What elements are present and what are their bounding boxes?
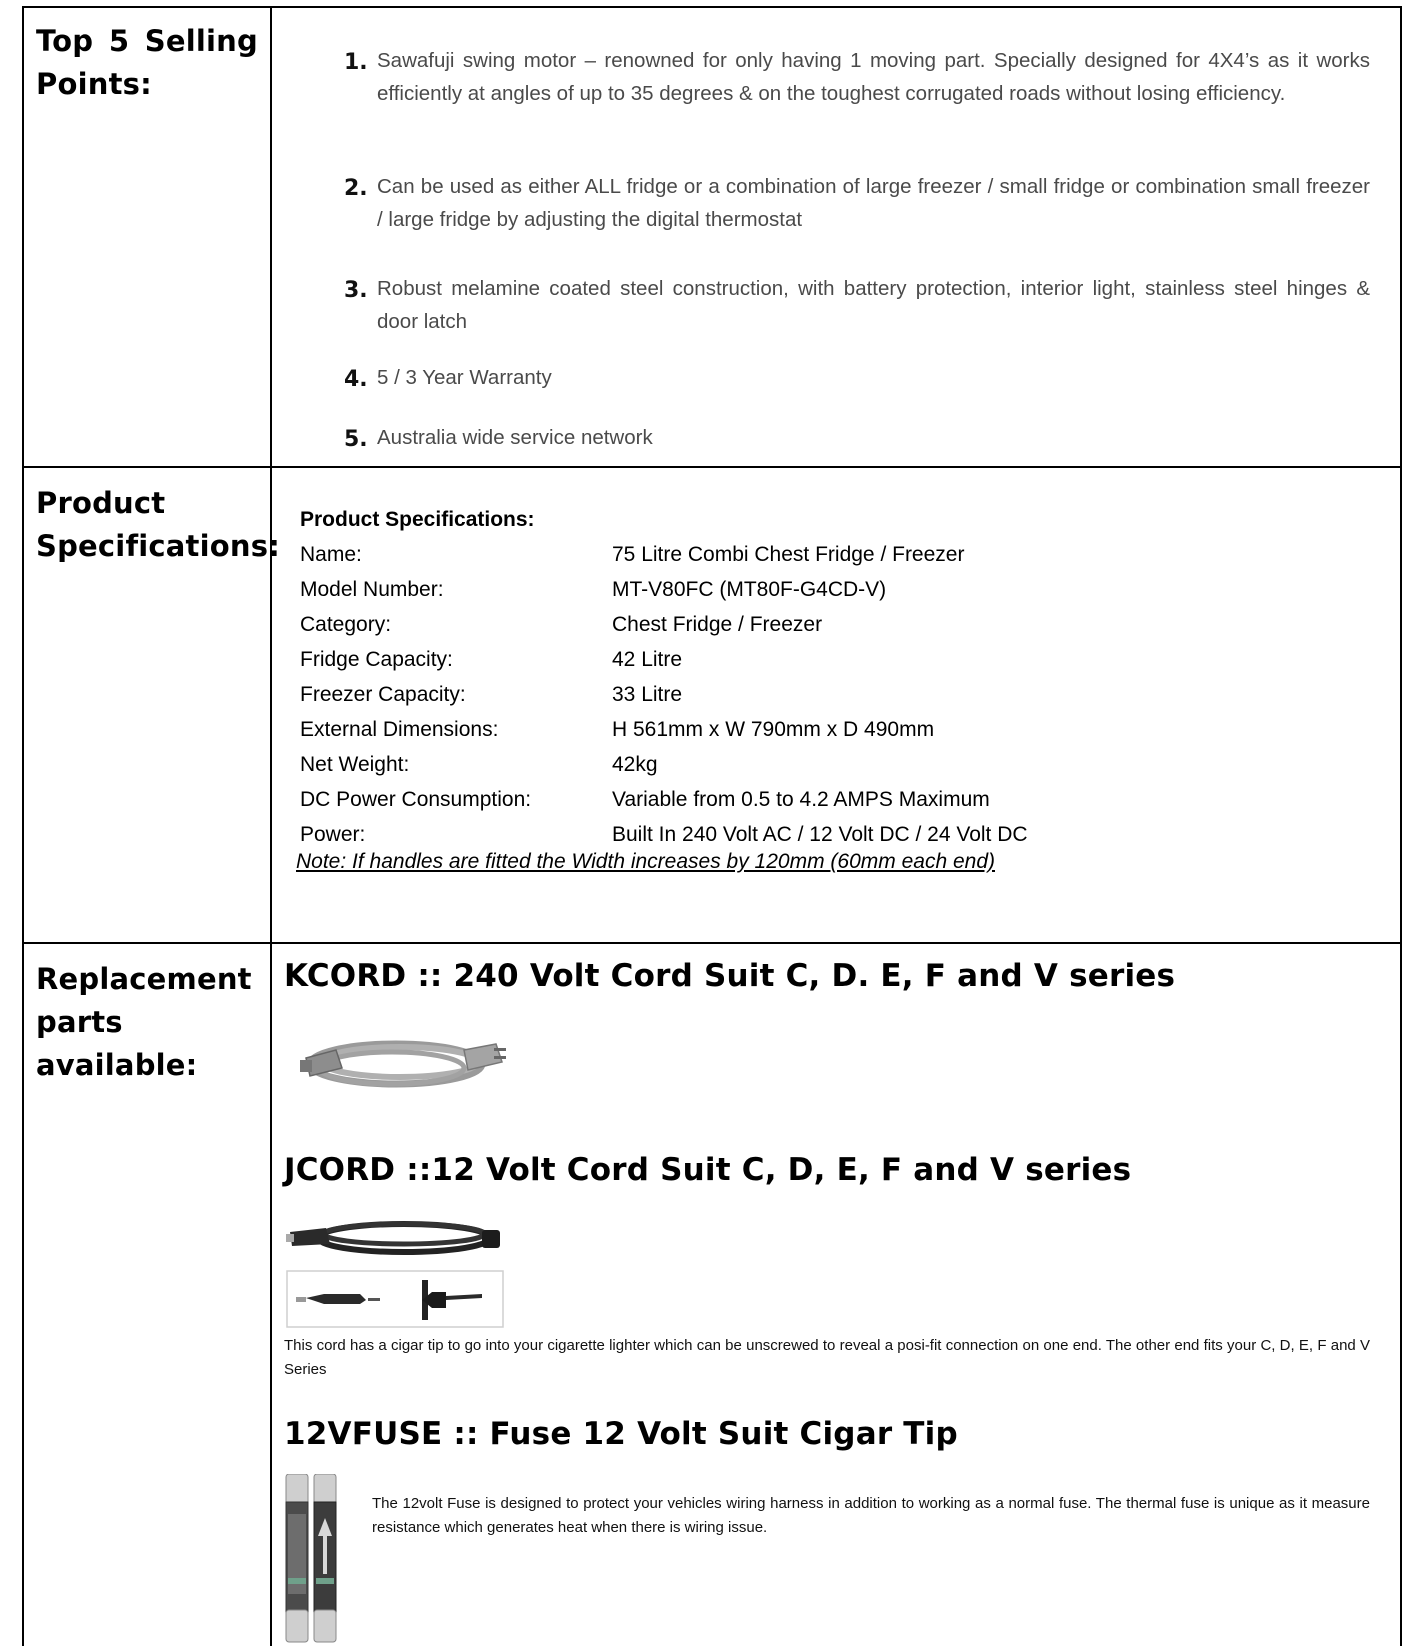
specifications-title: Product Specifications: xyxy=(300,508,535,531)
selling-points-heading-cell xyxy=(24,8,272,466)
jcord-title: JCORD ::12 Volt Cord Suit C, D, E, F and V series xyxy=(284,1152,1132,1188)
parts-row xyxy=(22,944,1402,1646)
specifications-content xyxy=(272,468,1400,942)
specifications-heading-cell xyxy=(24,468,280,942)
fuse-title: 12VFUSE :: Fuse 12 Volt Suit Cigar Tip xyxy=(284,1416,958,1452)
parts-heading-cell xyxy=(24,944,272,1646)
selling-points-list xyxy=(272,8,1400,466)
spec-value: H 561mm x W 790mm x D 490mm xyxy=(612,718,935,741)
spec-value: 42kg xyxy=(612,753,658,776)
spec-value: Chest Fridge / Freezer xyxy=(612,613,823,636)
fuse-image xyxy=(284,1474,340,1644)
jcord-image xyxy=(286,1210,504,1266)
spec-value: 33 Litre xyxy=(612,683,683,706)
selling-point-number: 1. xyxy=(344,50,368,75)
spec-value: MT-V80FC (MT80F-G4CD-V) xyxy=(612,578,887,601)
kcord-title: KCORD :: 240 Volt Cord Suit C, D. E, F and V series xyxy=(284,958,1176,994)
parts-heading: Replacement parts available: xyxy=(36,962,252,1082)
kcord-image xyxy=(296,1028,510,1100)
spec-label: Freezer Capacity: xyxy=(300,683,466,706)
spec-label: Power: xyxy=(300,823,366,846)
spec-label: Fridge Capacity: xyxy=(300,648,453,671)
spec-value: 42 Litre xyxy=(612,648,683,671)
specifications-row xyxy=(22,468,1402,944)
spec-sheet xyxy=(22,0,1404,1646)
spec-label: Model Number: xyxy=(300,578,444,601)
selling-point-number: 2. xyxy=(344,176,368,201)
spec-value: Variable from 0.5 to 4.2 AMPS Maximum xyxy=(612,788,990,811)
selling-points-heading: Top 5 Selling Points: xyxy=(36,24,258,101)
selling-point-text: Robust melamine coated steel construction, with battery protection, interior light, stainless steel hinges & door latch xyxy=(377,277,1370,333)
spec-label: DC Power Consumption: xyxy=(300,788,532,811)
specifications-note: Note: If handles are fitted the Width increases by 120mm (60mm each end) xyxy=(296,850,995,873)
jcord-description: This cord has a cigar tip to go into your cigarette lighter which can be unscrewed to reveal a posi-fit connection on one end. The other end fits your C, D, E, F and V Series xyxy=(284,1337,1370,1378)
fuse-description: The 12volt Fuse is designed to protect your vehicles wiring harness in addition to working as a normal fuse. The thermal fuse is unique as it measure resistance which generates heat when there is wiring issue. xyxy=(372,1495,1370,1536)
specifications-heading: Product Specifications: xyxy=(36,486,280,563)
selling-point-text: Sawafuji swing motor – renowned for only having 1 moving part. Specially designed for 4X4’s as it works efficiently at angles of up to 35 degrees & on the toughest corrugated roads without losing efficiency. xyxy=(377,49,1370,105)
spec-value: 75 Litre Combi Chest Fridge / Freezer xyxy=(612,543,965,566)
selling-point-text: Can be used as either ALL fridge or a combination of large freezer / small fridge or combination small freezer / large fridge by adjusting the digital thermostat xyxy=(377,175,1370,231)
spec-label: Name: xyxy=(300,543,362,566)
spec-label: External Dimensions: xyxy=(300,718,499,741)
selling-point-number: 4. xyxy=(344,367,368,392)
selling-points-row xyxy=(22,6,1402,468)
selling-point-text: 5 / 3 Year Warranty xyxy=(377,366,552,389)
parts-content xyxy=(272,944,1400,1646)
spec-value: Built In 240 Volt AC / 12 Volt DC / 24 Volt DC xyxy=(612,823,1028,846)
selling-point-number: 3. xyxy=(344,278,368,303)
selling-point-number: 5. xyxy=(344,427,368,452)
jcord-connectors-image xyxy=(286,1270,504,1328)
spec-label: Net Weight: xyxy=(300,753,410,776)
spec-label: Category: xyxy=(300,613,392,636)
selling-point-text: Australia wide service network xyxy=(377,426,653,449)
